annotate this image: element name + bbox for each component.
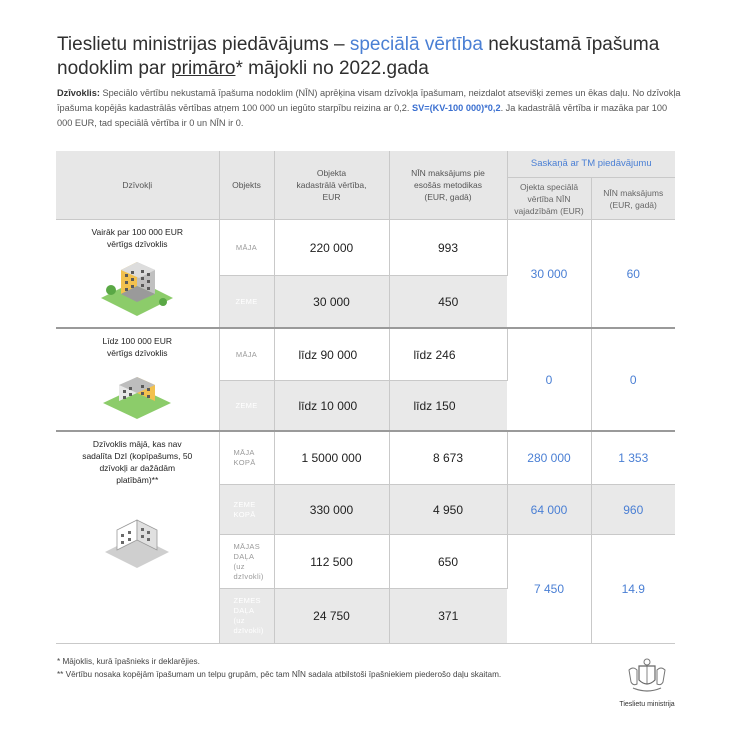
building-shared-icon xyxy=(97,512,177,574)
intro-formula: SV=(KV-100 000)*0,2 xyxy=(411,103,501,113)
group1-sv: 30 000 xyxy=(507,220,591,328)
group3-row3-objekts: MĀJAS DAĻA (uz dzīvokli) xyxy=(219,535,274,589)
group1-row2-kv: 30 000 xyxy=(274,276,389,328)
group2-sv: 0 xyxy=(507,328,591,431)
header-tm-group: Saskaņā ar TM piedāvājumu xyxy=(507,151,675,177)
group1-row1-kv: 220 000 xyxy=(274,220,389,276)
group3-row4-kv: 24 750 xyxy=(274,589,389,644)
footnote-2: ** Vērtību nosaka kopējām īpašumam un telpu grupām, pēc tam NĪN sadala atbilstoši īpašniekiem piederošo daļu skaitam. xyxy=(57,670,502,679)
group1-row2-nin: 450 xyxy=(389,276,507,328)
group2-label-cell xyxy=(56,328,219,431)
group1-row1-objekts: MĀJA xyxy=(219,220,274,276)
header-tm-vertiba: Ojekta speciālā vērtība NĪN vajadzībām (EUR) xyxy=(507,177,591,220)
group3-part-tm-nin: 14.9 xyxy=(591,535,675,644)
footnotes xyxy=(57,655,501,681)
group3-row2-sv: 64 000 xyxy=(507,484,591,535)
building-small-icon xyxy=(97,365,177,425)
group3-row3-kv: 112 500 xyxy=(274,535,389,589)
ministry-logo xyxy=(617,656,677,708)
coat-of-arms-icon xyxy=(625,656,669,694)
logo-text: Tieslietu ministrija xyxy=(619,701,675,708)
group2-row1-kv: līdz 90 000 xyxy=(274,328,389,381)
group3-row2-kv: 330 000 xyxy=(274,484,389,535)
group3-row2-tm-nin: 960 xyxy=(591,484,675,535)
group1-tm-nin: 60 xyxy=(591,220,675,328)
header-tm-nin: NĪN maksājums (EUR, gadā) xyxy=(591,177,675,220)
group3-row2-objekts: ZEME KOPĀ xyxy=(219,484,274,535)
header-nin-esosa: NĪN maksājums pie esošās metodikas (EUR, gadā) xyxy=(389,151,507,220)
footnote-1: * Mājoklis, kurā īpašnieks ir deklarējies. xyxy=(57,657,200,666)
title-highlight: speciālā vērtība xyxy=(349,34,483,55)
group3-row1-sv: 280 000 xyxy=(507,431,591,484)
group2-row1-nin: līdz 246 xyxy=(389,328,507,381)
title-underlined: primāro xyxy=(171,58,236,79)
group1-row1-nin: 993 xyxy=(389,220,507,276)
intro-paragraph: Dzīvoklis: Speciālo vērtību nekustamā īpašuma nodoklim (NĪN) aprēķina visam dzīvokļa īpašumam, neizdalot atsevišķi zemes un ēkas daļu. No dzīvokļa īpašuma kopējās kadastrālās vērtības atņem 100 000 un iegūto starpību reizina ar 0,2. SV=(KV-100 000)*0,2. Ja kadastrālā vērtība ir mazāka par 100 000 EUR, tad speciālā vērtība ir 0 un NĪN ir 0. xyxy=(57,88,681,128)
group3-label-cell xyxy=(56,431,219,643)
group3-row3-nin: 650 xyxy=(389,535,507,589)
group3-label: Dzīvoklis mājā, kas nav sadalīta DzI (kopīpašums, 50 dzīvokļi ar dažādām platībām)** xyxy=(82,439,193,486)
group2-row1-objekts: MĀJA xyxy=(219,328,274,381)
group3-row4-nin: 371 xyxy=(389,589,507,644)
group3-row1-nin: 8 673 xyxy=(389,431,507,484)
header-objekts: Objekts xyxy=(219,151,274,220)
intro-label: Dzīvoklis: xyxy=(57,88,100,98)
group3-row2-nin: 4 950 xyxy=(389,484,507,535)
header-kadastrala: Objekta kadastrālā vērtība, EUR xyxy=(274,151,389,220)
group2-row2-nin: līdz 150 xyxy=(389,381,507,432)
group3-row4-objekts: ZEMES DAĻA (uz dzīvokli) xyxy=(219,589,274,644)
group1-label: Vairāk par 100 000 EUR vērtīgs dzīvoklis xyxy=(91,227,183,250)
group1-label-cell xyxy=(56,220,219,328)
group3-row1-objekts: MĀJA KOPĀ xyxy=(219,431,274,484)
group1-row2-objekts: ZEME xyxy=(219,276,274,328)
group2-row2-kv: līdz 10 000 xyxy=(274,381,389,432)
page-title: Tieslietu ministrijas piedāvājums – speciālā vērtība nekustamā īpašuma nodoklim par primāro* mājokli no 2022.gada xyxy=(57,34,660,79)
property-tax-table xyxy=(56,151,675,644)
group2-tm-nin: 0 xyxy=(591,328,675,431)
building-large-icon xyxy=(97,254,177,322)
group2-row2-objekts: ZEME xyxy=(219,381,274,432)
group2-label: Līdz 100 000 EUR vērtīgs dzīvoklis xyxy=(102,335,172,358)
group3-row1-tm-nin: 1 353 xyxy=(591,431,675,484)
group3-row1-kv: 1 5000 000 xyxy=(274,431,389,484)
group3-part-sv: 7 450 xyxy=(507,535,591,644)
header-dzivokli: Dzīvokļi xyxy=(56,151,219,220)
